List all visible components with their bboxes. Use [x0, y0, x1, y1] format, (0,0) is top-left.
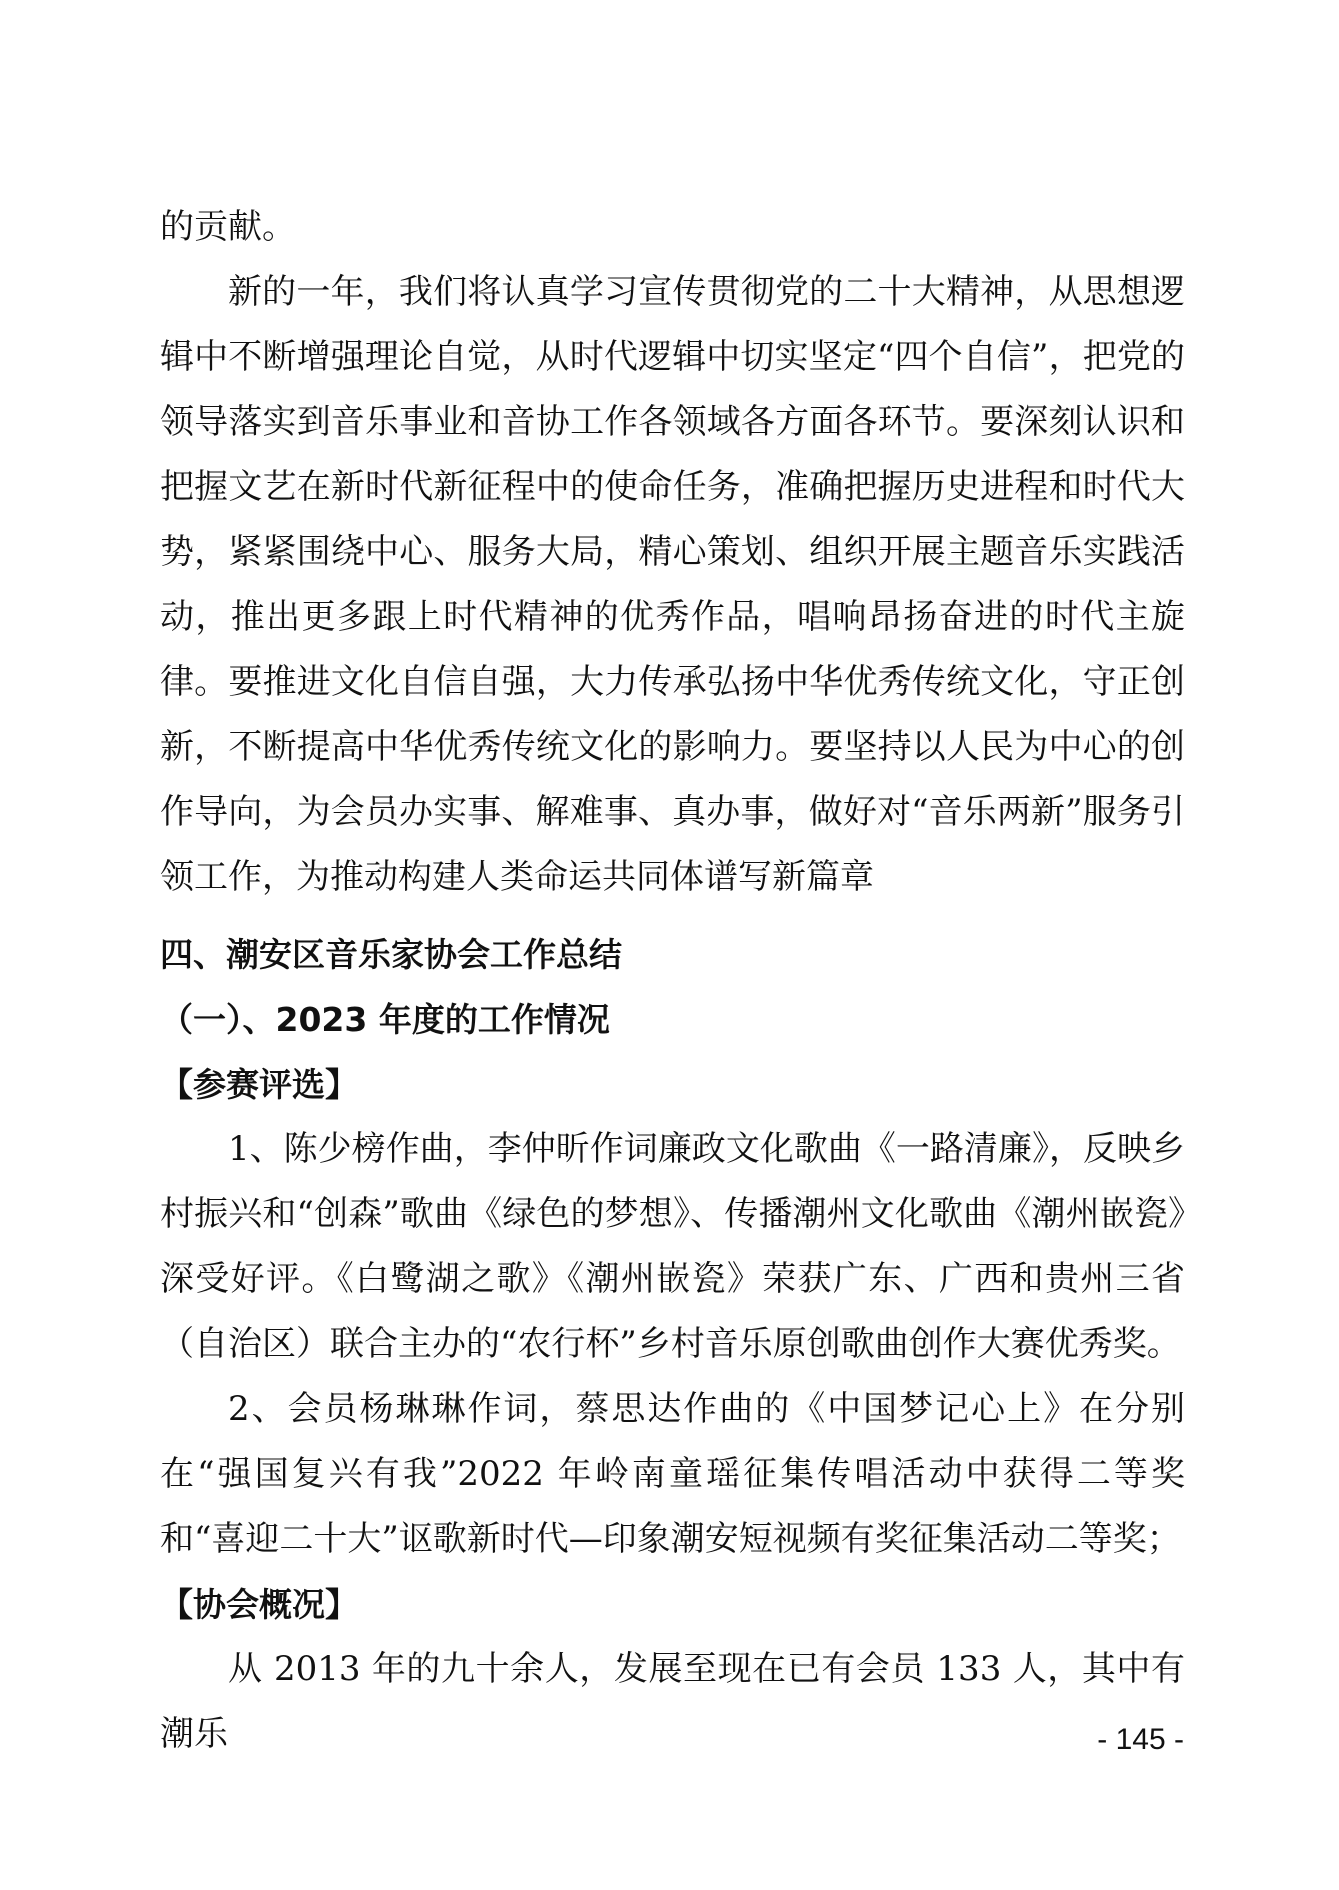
paragraph-continuation: 的贡献。: [160, 207, 296, 247]
document-body: [160, 195, 1185, 1767]
section-heading: 四、潮安区音乐家协会工作总结: [160, 935, 622, 974]
paragraph-new-year-plan: 新的一年，我们将认真学习宣传贯彻党的二十大精神，从思想逻辑中不断增强理论自觉，从时代逻辑中切实坚定“四个自信”，把党的领导落实到音乐事业和音协工作各领域各方面各环节。要深刻认识和把握文艺在新时代新征程中的使命任务，准确把握历史进程和时代大势，紧紧围绕中心、服务大局，精心策划、组织开展主题音乐实践活动，推出更多跟上时代精神的优秀作品，唱响昂扬奋进的时代主旋律。要推进文化自信自强，大力传承弘扬中华优秀传统文化，守正创新，不断提高中华优秀传统文化的影响力。要坚持以人民为中心的创作导向，为会员办实事、解难事、真办事，做好对“音乐两新”服务引领工作，为推动构建人类命运共同体谱写新篇章: [160, 272, 1185, 897]
subsection-heading: （一）、2023 年度的工作情况: [160, 1000, 610, 1039]
competition-heading: 【参赛评选】: [160, 1065, 358, 1104]
page-number: - 145 -: [1097, 1723, 1184, 1756]
competition-item-2: 2、会员杨琳琳作词，蔡思达作曲的《中国梦记心上》在分别在“强国复兴有我”2022 年岭南童瑶征集传唱活动中获得二等奖和“喜迎二十大”讴歌新时代—印象潮安短视频有奖征集活动二等奖；: [160, 1389, 1185, 1559]
overview-heading: 【协会概况】: [160, 1585, 358, 1624]
overview-paragraph: 从 2013 年的九十余人，发展至现在已有会员 133 人，其中有潮乐: [160, 1649, 1185, 1754]
competition-item-1: 1、陈少榜作曲，李仲昕作词廉政文化歌曲《一路清廉》，反映乡村振兴和“创森”歌曲《绿色的梦想》、传播潮州文化歌曲《潮州嵌瓷》深受好评。《白鹭湖之歌》《潮州嵌瓷》荣获广东、广西和贵州三省（自治区）联合主办的“农行杯”乡村音乐原创歌曲创作大赛优秀奖。: [160, 1129, 1185, 1364]
